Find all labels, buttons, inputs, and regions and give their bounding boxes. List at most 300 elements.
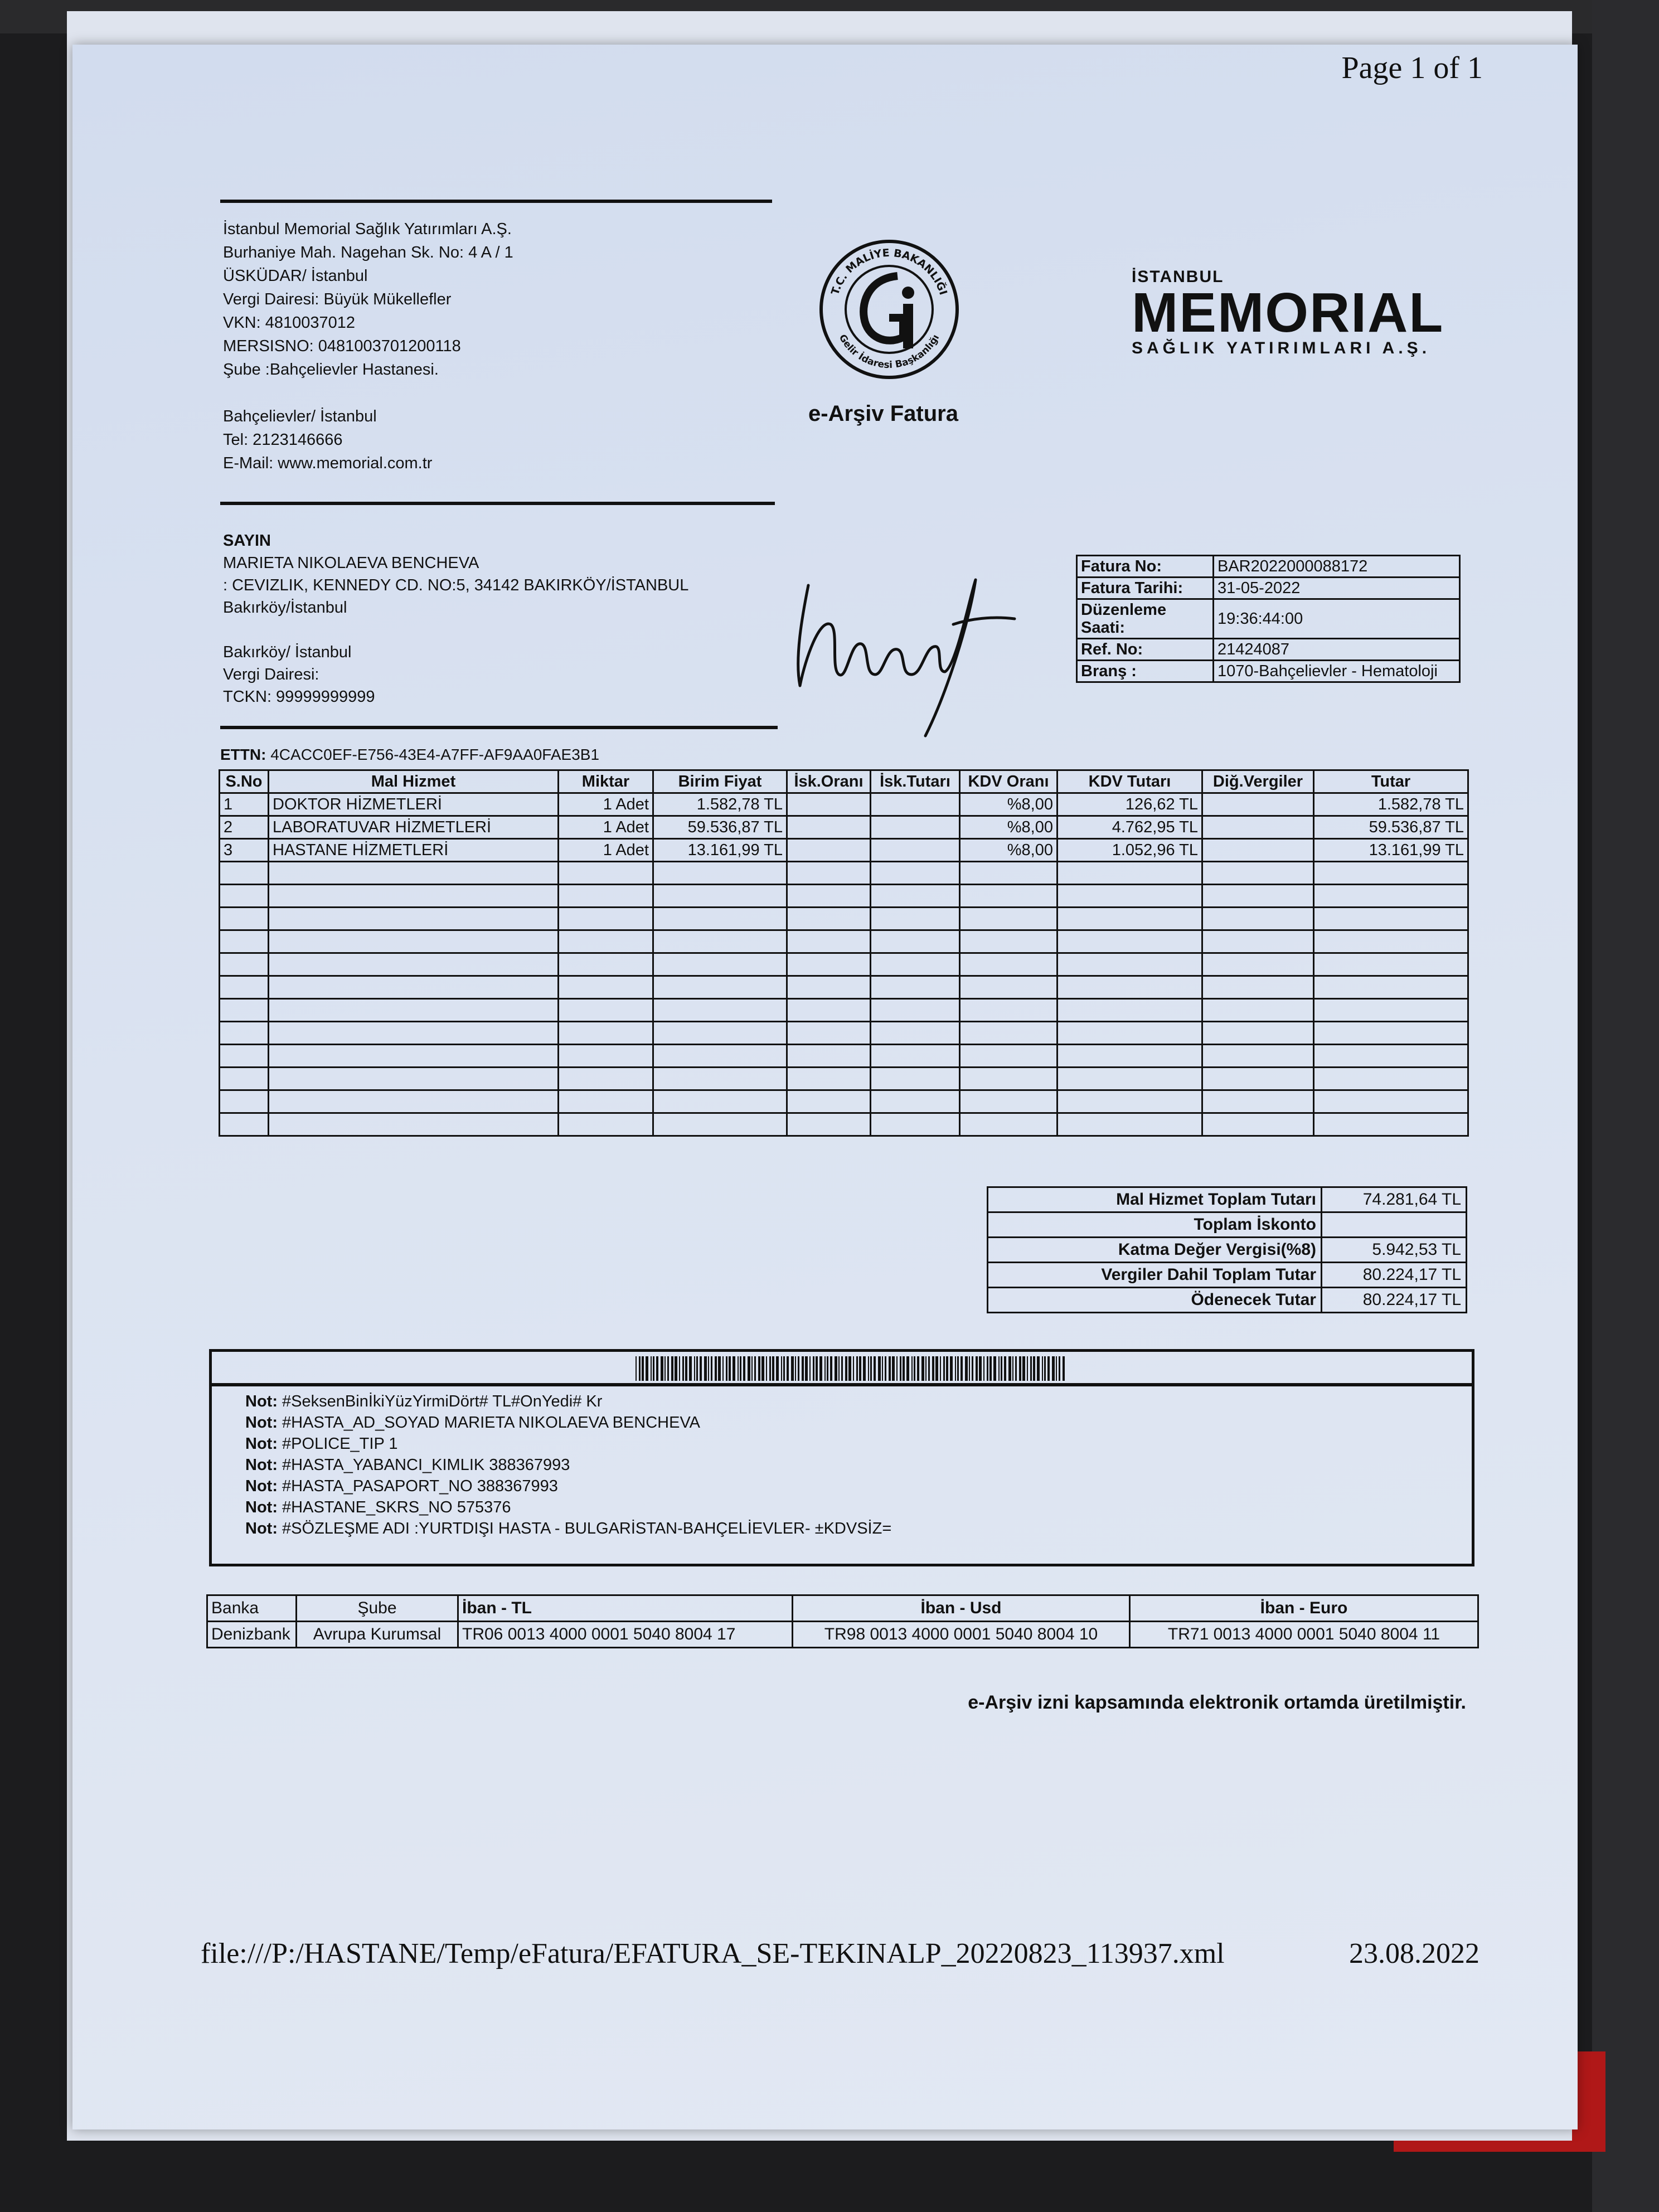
table-cell (269, 1090, 559, 1113)
col-birim-fiyat: Birim Fiyat (653, 770, 787, 793)
info-row (1077, 661, 1460, 682)
note-label: Not: (245, 1477, 278, 1495)
table-cell (220, 953, 269, 976)
barcode-bar (874, 1356, 876, 1381)
table-cell: 2 (220, 816, 269, 839)
barcode-bar (983, 1356, 984, 1381)
barcode-bar (783, 1356, 785, 1381)
bank-col-iban-usd: İban - Usd (793, 1595, 1130, 1622)
table-cell (871, 816, 960, 839)
table-cell (220, 976, 269, 999)
logo-line-2: MEMORIAL (1132, 282, 1444, 344)
barcode-bar (1063, 1356, 1065, 1381)
table-cell: 1.582,78 TL (1314, 793, 1468, 816)
totals-row (988, 1212, 1467, 1238)
table-cell (269, 953, 559, 976)
table-cell (1314, 862, 1468, 885)
seller-line: VKN: 4810037012 (223, 314, 356, 332)
table-cell: DOKTOR HİZMETLERİ (269, 793, 559, 816)
table-cell: 3 (220, 839, 269, 862)
barcode-bar (932, 1356, 934, 1381)
table-cell (220, 1022, 269, 1045)
table-cell (787, 1022, 871, 1045)
table-cell (653, 862, 787, 885)
buyer-line: Bakırköy/İstanbul (223, 599, 347, 617)
totals-value: 80.224,17 TL (1322, 1263, 1467, 1288)
buyer-heading: SAYIN (223, 532, 271, 550)
info-value: 1070-Bahçelievler - Hematoloji (1214, 661, 1460, 682)
info-row (1077, 578, 1460, 599)
info-label: Düzenleme Saati: (1077, 599, 1214, 639)
barcode-bar (1001, 1356, 1002, 1381)
barcode-bar (993, 1356, 996, 1381)
barcode-bar (1037, 1356, 1040, 1381)
background-right (1592, 0, 1659, 2212)
invoice-info-table (1076, 555, 1461, 683)
bank-row (207, 1622, 1478, 1648)
note-text: #SÖZLEŞME ADI :YURTDIŞI HASTA - BULGARİSTAN-BAHÇELİEVLER- ±KDVSİZ= (282, 1520, 892, 1537)
table-cell (269, 1022, 559, 1045)
barcode-bar (791, 1356, 794, 1381)
barcode-bar (748, 1356, 750, 1381)
table-cell: %8,00 (960, 816, 1058, 839)
seller-top-rule (220, 200, 772, 203)
note-label: Not: (245, 1435, 278, 1453)
table-cell: 13.161,99 TL (653, 839, 787, 862)
table-cell (220, 1045, 269, 1068)
barcode-bar (758, 1356, 760, 1381)
note-label: Not: (245, 1498, 278, 1516)
barcode-bar (809, 1356, 811, 1381)
note-line (245, 1476, 891, 1497)
table-cell (269, 1045, 559, 1068)
seller-line: MERSISNO: 0481003701200118 (223, 337, 461, 355)
table-cell (1058, 976, 1202, 999)
seller-line: Şube :Bahçelievler Hastanesi. (223, 361, 439, 379)
table-cell (269, 908, 559, 930)
buyer-line (223, 619, 758, 641)
note-label: Not: (245, 1414, 278, 1432)
totals-row (988, 1288, 1467, 1313)
totals-label: Katma Değer Vergisi(%8) (988, 1238, 1322, 1263)
table-cell (1314, 999, 1468, 1022)
table-cell (269, 976, 559, 999)
info-label: Fatura Tarihi: (1077, 578, 1214, 599)
table-cell (960, 1068, 1058, 1090)
table-cell (1058, 953, 1202, 976)
info-row (1077, 599, 1460, 639)
table-cell (1202, 816, 1314, 839)
table-cell (787, 1068, 871, 1090)
table-cell (653, 976, 787, 999)
barcode-bar (1030, 1356, 1032, 1381)
barcode-bar (696, 1356, 698, 1381)
table-cell (1058, 930, 1202, 953)
note-text: #HASTA_AD_SOYAD MARIETA NIKOLAEVA BENCHEVA (282, 1414, 700, 1432)
barcode-bar (957, 1356, 959, 1381)
barcode-bar (989, 1356, 992, 1381)
barcode-bar (1019, 1356, 1021, 1381)
barcode-bar (827, 1356, 828, 1381)
table-row (220, 816, 1468, 839)
barcode-bar (940, 1356, 941, 1381)
table-cell (1202, 839, 1314, 862)
totals-label: Toplam İskonto (988, 1212, 1322, 1238)
barcode-bar (769, 1356, 771, 1381)
table-cell (787, 816, 871, 839)
table-cell (1202, 885, 1314, 908)
barcode-bar (718, 1356, 721, 1381)
table-cell (871, 1045, 960, 1068)
notes-divider (212, 1383, 1472, 1386)
barcode-bar (976, 1356, 978, 1381)
barcode-bar (900, 1356, 901, 1381)
barcode-bar (921, 1356, 924, 1381)
barcode-bar (646, 1356, 648, 1381)
barcode-bar (682, 1356, 684, 1381)
seller-block (223, 217, 758, 475)
empty-table-row (220, 1090, 1468, 1113)
table-cell (653, 930, 787, 953)
seller-line: ÜSKÜDAR/ İstanbul (223, 267, 368, 285)
table-cell (1314, 1113, 1468, 1136)
table-cell (1314, 908, 1468, 930)
note-text: #SeksenBinİkiYüzYirmiDört# TL#OnYedi# Kr (282, 1393, 603, 1410)
table-cell (787, 839, 871, 862)
table-cell (559, 908, 653, 930)
barcode-bar (679, 1356, 680, 1381)
barcode-bar (914, 1356, 915, 1381)
bank-col-iban-tl: İban - TL (458, 1595, 793, 1622)
barcode-bar (816, 1356, 818, 1381)
barcode-bar (961, 1356, 963, 1381)
table-cell (1058, 862, 1202, 885)
barcode-bar (856, 1356, 858, 1381)
table-cell (1202, 1045, 1314, 1068)
table-row (220, 793, 1468, 816)
col-isk-tutari: İsk.Tutarı (871, 770, 960, 793)
barcode-bar (859, 1356, 861, 1381)
barcode-bar (892, 1356, 895, 1381)
barcode-bar (863, 1356, 866, 1381)
barcode-bar (766, 1356, 767, 1381)
table-cell: %8,00 (960, 839, 1058, 862)
table-cell (1314, 953, 1468, 976)
table-cell (559, 1022, 653, 1045)
totals-table (987, 1186, 1467, 1313)
table-cell (220, 885, 269, 908)
barcode-bar (969, 1356, 970, 1381)
barcode-bar (636, 1356, 637, 1381)
table-cell (559, 1068, 653, 1090)
barcode-bar (802, 1356, 804, 1381)
col-tutar: Tutar (1314, 770, 1468, 793)
table-cell (559, 862, 653, 885)
barcode-bar (925, 1356, 926, 1381)
table-cell (559, 999, 653, 1022)
bank-col-banka: Banka (207, 1595, 297, 1622)
table-cell (960, 930, 1058, 953)
barcode-bar (870, 1356, 872, 1381)
table-cell (1058, 1045, 1202, 1068)
table-cell (960, 1045, 1058, 1068)
info-value: BAR2022000088172 (1214, 556, 1460, 578)
barcode-bar (708, 1356, 709, 1381)
barcode-bar (819, 1356, 822, 1381)
col-mal-hizmet: Mal Hizmet (269, 770, 559, 793)
barcode-bar (853, 1356, 854, 1381)
table-cell (1058, 908, 1202, 930)
seller-line: Tel: 2123146666 (223, 431, 343, 449)
table-cell: 1 Adet (559, 816, 653, 839)
buyer-line: Bakırköy/ İstanbul (223, 643, 352, 661)
barcode-bar (689, 1356, 692, 1381)
table-cell: 1.582,78 TL (653, 793, 787, 816)
barcode-bar (675, 1356, 677, 1381)
barcode-bar (772, 1356, 774, 1381)
barcode-bar (955, 1356, 956, 1381)
barcode-bar (740, 1356, 741, 1381)
table-cell (1058, 1113, 1202, 1136)
barcode-bar (878, 1356, 881, 1381)
barcode-bar (726, 1356, 727, 1381)
table-row (220, 839, 1468, 862)
table-cell (1314, 930, 1468, 953)
table-cell (559, 1090, 653, 1113)
barcode-bar (972, 1356, 973, 1381)
barcode-bar (711, 1356, 712, 1381)
table-cell (787, 999, 871, 1022)
items-header-row (220, 770, 1468, 793)
barcode-bar (743, 1356, 745, 1381)
table-cell (220, 862, 269, 885)
barcode-bar (1004, 1356, 1006, 1381)
table-cell (1202, 999, 1314, 1022)
empty-table-row (220, 908, 1468, 930)
table-cell (871, 908, 960, 930)
seller-line: E-Mail: www.memorial.com.tr (223, 454, 433, 472)
barcode-bar (754, 1356, 756, 1381)
note-text: #HASTA_PASAPORT_NO 388367993 (282, 1477, 558, 1495)
seal-top-text: T.C. MALİYE BAKANLIĞI (829, 246, 950, 297)
table-cell (871, 999, 960, 1022)
table-cell (559, 976, 653, 999)
barcode-bar (787, 1356, 789, 1381)
barcode-bar (835, 1356, 837, 1381)
invoice-page (72, 45, 1578, 2129)
iban-tl: TR06 0013 4000 0001 5040 8004 17 (458, 1622, 793, 1648)
note-text: #POLICE_TIP 1 (282, 1435, 398, 1453)
barcode-bar (838, 1356, 840, 1381)
table-cell (559, 930, 653, 953)
barcode-bar (715, 1356, 717, 1381)
table-cell (653, 1068, 787, 1090)
barcode-bar (1012, 1356, 1013, 1381)
table-cell (269, 862, 559, 885)
empty-table-row (220, 1068, 1468, 1090)
info-value: 21424087 (1214, 639, 1460, 661)
barcode-bar (911, 1356, 913, 1381)
note-line (245, 1433, 891, 1454)
table-cell: HASTANE HİZMETLERİ (269, 839, 559, 862)
empty-table-row (220, 1045, 1468, 1068)
note-label: Not: (245, 1520, 278, 1537)
col-sno: S.No (220, 770, 269, 793)
table-cell (960, 999, 1058, 1022)
info-label: Ref. No: (1077, 639, 1214, 661)
info-label: Branş : (1077, 661, 1214, 682)
table-cell (220, 1090, 269, 1113)
totals-label: Vergiler Dahil Toplam Tutar (988, 1263, 1322, 1288)
notes-box (209, 1349, 1474, 1566)
table-cell: %8,00 (960, 793, 1058, 816)
totals-value (1322, 1212, 1467, 1238)
table-cell (1202, 908, 1314, 930)
barcode-icon (636, 1356, 1065, 1381)
table-cell: 4.762,95 TL (1058, 816, 1202, 839)
barcode-bar (987, 1356, 988, 1381)
table-cell (653, 1113, 787, 1136)
barcode-bar (950, 1356, 953, 1381)
table-cell: LABORATUVAR HİZMETLERİ (269, 816, 559, 839)
col-kdv-tutari: KDV Tutarı (1058, 770, 1202, 793)
table-cell (1202, 953, 1314, 976)
barcode-bar (733, 1356, 735, 1381)
barcode-bar (661, 1356, 663, 1381)
barcode-bar (830, 1356, 832, 1381)
empty-table-row (220, 1022, 1468, 1045)
barcode-bar (685, 1356, 687, 1381)
table-cell (871, 862, 960, 885)
seller-line: Bahçelievler/ İstanbul (223, 408, 377, 425)
table-cell (220, 1068, 269, 1090)
buyer-block (223, 530, 758, 708)
table-cell (960, 1022, 1058, 1045)
barcode-bar (1022, 1356, 1025, 1381)
col-dig-vergiler: Diğ.Vergiler (1202, 770, 1314, 793)
ettn-value: 4CACC0EF-E756-43E4-A7FF-AF9AA0FAE3B1 (270, 746, 600, 763)
table-cell (1314, 1068, 1468, 1090)
table-cell (1202, 1113, 1314, 1136)
barcode-bar (781, 1356, 782, 1381)
items-table (219, 769, 1469, 1137)
table-cell (1314, 1045, 1468, 1068)
barcode-bar (664, 1356, 666, 1381)
table-cell (653, 1022, 787, 1045)
table-cell (871, 1068, 960, 1090)
barcode-bar (1015, 1356, 1017, 1381)
barcode-bar (998, 1356, 1000, 1381)
barcode-bar (1044, 1356, 1046, 1381)
barcode-bar (813, 1356, 814, 1381)
empty-table-row (220, 976, 1468, 999)
col-kdv-orani: KDV Oranı (960, 770, 1058, 793)
barcode-bar (943, 1356, 945, 1381)
table-cell (1314, 885, 1468, 908)
totals-row (988, 1263, 1467, 1288)
totals-row (988, 1187, 1467, 1212)
table-cell (653, 999, 787, 1022)
totals-value: 5.942,53 TL (1322, 1238, 1467, 1263)
empty-table-row (220, 999, 1468, 1022)
signature-icon (786, 546, 1020, 747)
buyer-line: : CEVIZLIK, KENNEDY CD. NO:5, 34142 BAKIRKÖY/İSTANBUL (223, 576, 689, 594)
seller-line (223, 381, 758, 405)
table-cell (269, 1068, 559, 1090)
info-label: Fatura No: (1077, 556, 1214, 578)
table-cell (1314, 976, 1468, 999)
table-cell (559, 1113, 653, 1136)
table-cell (787, 953, 871, 976)
info-value: 31-05-2022 (1214, 578, 1460, 599)
barcode-bar (805, 1356, 808, 1381)
barcode-bar (889, 1356, 891, 1381)
seller-line: İstanbul Memorial Sağlık Yatırımları A.Ş. (223, 220, 512, 238)
logo-line-3: SAĞLIK YATIRIMLARI A.Ş. (1132, 339, 1431, 357)
col-miktar: Miktar (559, 770, 653, 793)
barcode-bar (1059, 1356, 1060, 1381)
barcode-bar (917, 1356, 919, 1381)
table-cell: 1 Adet (559, 839, 653, 862)
note-label: Not: (245, 1393, 278, 1410)
table-cell (787, 908, 871, 930)
barcode-bar (761, 1356, 764, 1381)
totals-label: Mal Hizmet Toplam Tutarı (988, 1187, 1322, 1212)
empty-table-row (220, 862, 1468, 885)
barcode-bar (1056, 1356, 1057, 1381)
barcode-bar (729, 1356, 731, 1381)
table-cell (559, 885, 653, 908)
table-cell (1058, 1090, 1202, 1113)
table-cell (1314, 1022, 1468, 1045)
table-cell (1314, 1090, 1468, 1113)
barcode-bar (704, 1356, 707, 1381)
iban-euro: TR71 0013 4000 0001 5040 8004 11 (1130, 1622, 1478, 1648)
bank-branch: Avrupa Kurumsal (297, 1622, 458, 1648)
table-cell: 59.536,87 TL (1314, 816, 1468, 839)
table-cell (787, 1045, 871, 1068)
table-cell (871, 1022, 960, 1045)
page-number: Page 1 of 1 (1341, 51, 1483, 85)
buyer-line: MARIETA NIKOLAEVA BENCHEVA (223, 554, 479, 572)
empty-table-row (220, 953, 1468, 976)
table-cell (871, 839, 960, 862)
note-label: Not: (245, 1456, 278, 1474)
barcode-bar (722, 1356, 724, 1381)
bank-name: Denizbank (207, 1622, 297, 1648)
table-cell: 126,62 TL (1058, 793, 1202, 816)
barcode-bar (903, 1356, 905, 1381)
barcode-bar (824, 1356, 826, 1381)
barcode-bar (1047, 1356, 1050, 1381)
info-value: 19:36:44:00 (1214, 599, 1460, 639)
table-cell (1202, 930, 1314, 953)
barcode-bar (700, 1356, 702, 1381)
barcode-bar (1042, 1356, 1043, 1381)
table-cell (220, 1113, 269, 1136)
barcode-bar (906, 1356, 909, 1381)
bank-col-sube: Şube (297, 1595, 458, 1622)
totals-row (988, 1238, 1467, 1263)
barcode-bar (979, 1356, 982, 1381)
barcode-bar (845, 1356, 847, 1381)
buyer-line: Vergi Dairesi: (223, 666, 319, 683)
ettn-label: ETTN: (220, 746, 266, 763)
empty-table-row (220, 930, 1468, 953)
barcode-bar (896, 1356, 898, 1381)
bank-header-row (207, 1595, 1478, 1622)
table-cell (559, 953, 653, 976)
